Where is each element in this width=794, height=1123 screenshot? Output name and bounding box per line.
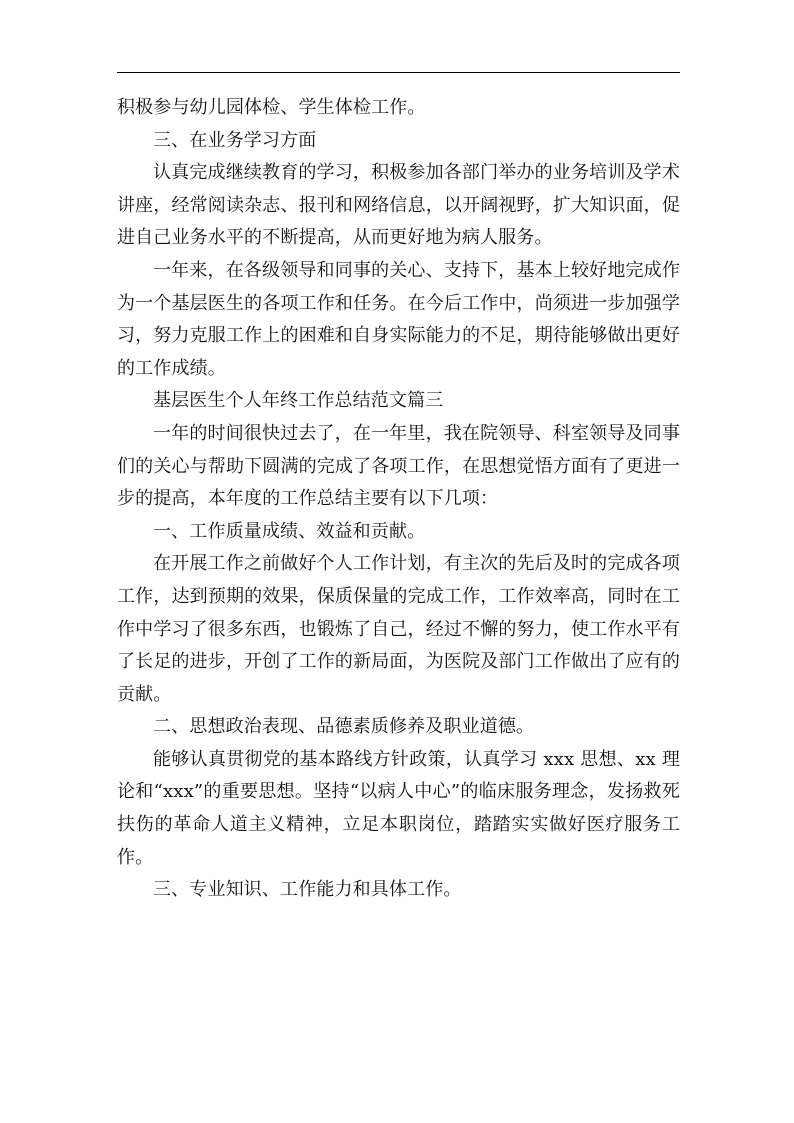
section-heading-ability: 三、专业知识、工作能力和具体工作。 [153,879,462,901]
paragraph-study: 认真完成继续教育的学习，积极参加各部门举办的业务培训及学术讲座，经常阅读杂志、报刊和网络信息，以开阔视野，扩大知识面，促进自己业务水平的不断提高，从而更好地为病人服务。 [117,162,680,249]
paragraph-intro: 一年的时间很快过去了，在一年里，我在院领导、科室领导及同事们的关心与帮助下圆满的完成了各项工作，在思想觉悟方面有了更进一步的提高，本年度的工作总结主要有以下几项： [117,422,680,510]
section-heading-ethics: 二、思想政治表现、品德素质修养及职业道德。 [153,716,535,738]
section-heading-quality: 一、工作质量成绩、效益和贡献。 [153,520,426,542]
paragraph-summary: 一年来，在各级领导和同事的关心、支持下，基本上较好地完成作为一个基层医生的各项工作和任务。在今后工作中，尚须进一步加强学习，努力克服工作上的困难和自身实际能力的不足，期待能够做出更好的工作成绩。 [117,259,680,379]
section-heading-study: 三、在业务学习方面 [153,129,317,151]
article-title: 基层医生个人年终工作总结范文篇三 [153,390,444,412]
paragraph-continuation: 积极参与幼儿园体检、学生体检工作。 [117,97,426,118]
header-rule [117,72,680,73]
paragraph-ethics: 能够认真贯彻党的基本路线方针政策，认真学习 xxx 思想、xx 理论和“xxx”的重要思想。坚持“以病人中心”的临床服务理念，发扬救死扶伤的革命人道主义精神，立足本职岗位，踏踏实实做好医疗服务工作。 [117,748,680,868]
document-body [117,92,680,907]
paragraph-quality: 在开展工作之前做好个人工作计划，有主次的先后及时的完成各项工作，达到预期的效果，保质保量的完成工作，工作效率高，同时在工作中学习了很多东西，也锻炼了自己，经过不懈的努力，使工作水平有了长足的进步，开创了工作的新局面，为医院及部门工作做出了应有的贡献。 [117,553,680,705]
